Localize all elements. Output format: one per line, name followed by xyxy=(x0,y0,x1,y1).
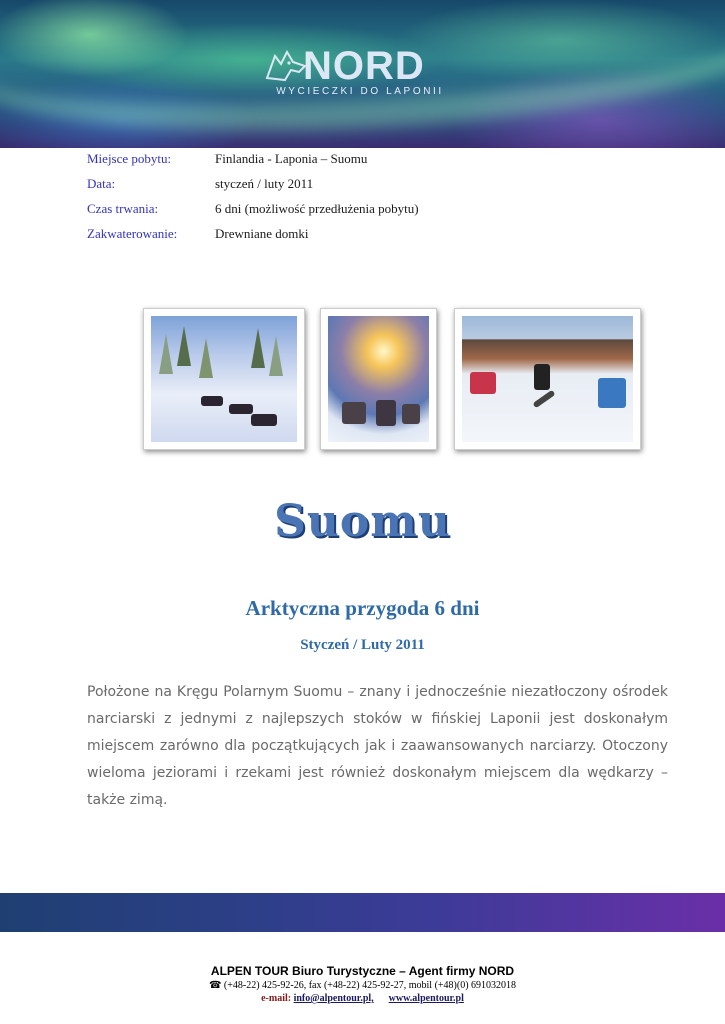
info-label: Data: xyxy=(87,176,116,191)
info-row-accommodation xyxy=(87,225,419,250)
trip-subtitle: Arktyczna przygoda 6 dni xyxy=(245,596,480,620)
info-row-date xyxy=(87,175,419,200)
phone-line xyxy=(0,979,725,992)
company-name: ALPEN TOUR Biuro Turystyczne – Agent firmy NORD xyxy=(210,964,515,978)
page-title: Suomu xyxy=(274,496,451,547)
photo-ski-resort xyxy=(454,308,641,450)
snowy-forest-image xyxy=(151,316,297,442)
phone-numbers: (+48-22) 425-92-26, fax (+48-22) 425-92-27, mobil (+48)(0) 691032018 xyxy=(223,980,517,991)
logo-subtitle: WYCIECZKI DO LAPONII xyxy=(276,86,444,97)
info-value: 6 dni (możliwość przedłużenia pobytu) xyxy=(215,201,419,216)
email-label: e-mail: xyxy=(261,993,292,1004)
footer-band xyxy=(0,893,725,932)
email-link[interactable]: info@alpentour.pl, xyxy=(293,993,374,1004)
website-link[interactable]: www.alpentour.pl xyxy=(388,993,464,1004)
reindeer-sunset-image xyxy=(328,316,429,442)
info-label: Czas trwania: xyxy=(87,201,159,216)
trip-dates: Styczeń / Luty 2011 xyxy=(300,637,425,653)
contact-links xyxy=(0,992,725,1006)
info-value: Finlandia - Laponia – Suomu xyxy=(215,151,368,166)
header-banner xyxy=(0,0,725,148)
info-row-duration xyxy=(87,200,419,225)
ski-resort-image xyxy=(462,316,633,442)
info-value: Drewniane domki xyxy=(215,226,309,241)
nord-logo xyxy=(265,42,455,112)
telephone-icon: ☎ xyxy=(208,980,222,991)
info-label: Miejsce pobytu: xyxy=(87,151,172,166)
photo-snowmobiles xyxy=(143,308,305,450)
logo-text: NORD xyxy=(303,44,425,88)
trip-info-table xyxy=(87,150,419,250)
info-value: styczeń / luty 2011 xyxy=(215,176,314,191)
info-label: Zakwaterowanie: xyxy=(87,226,178,241)
photo-reindeer-sunset xyxy=(320,308,437,450)
info-row-location xyxy=(87,150,419,175)
description-paragraph: Położone na Kręgu Polarnym Suomu – znany i jednocześnie niezatłoczony ośrodek narciarski z jednymi z najlepszych stoków w fińskiej Laponii jest doskonałym miejscem zarówno dla początkujących jak i zaawansowanych narciarzy. Otoczony wieloma jeziorami i rzekami jest również doskonałym miejscem dla wędkarzy – także zimą. xyxy=(87,684,668,808)
footer xyxy=(0,963,725,1006)
